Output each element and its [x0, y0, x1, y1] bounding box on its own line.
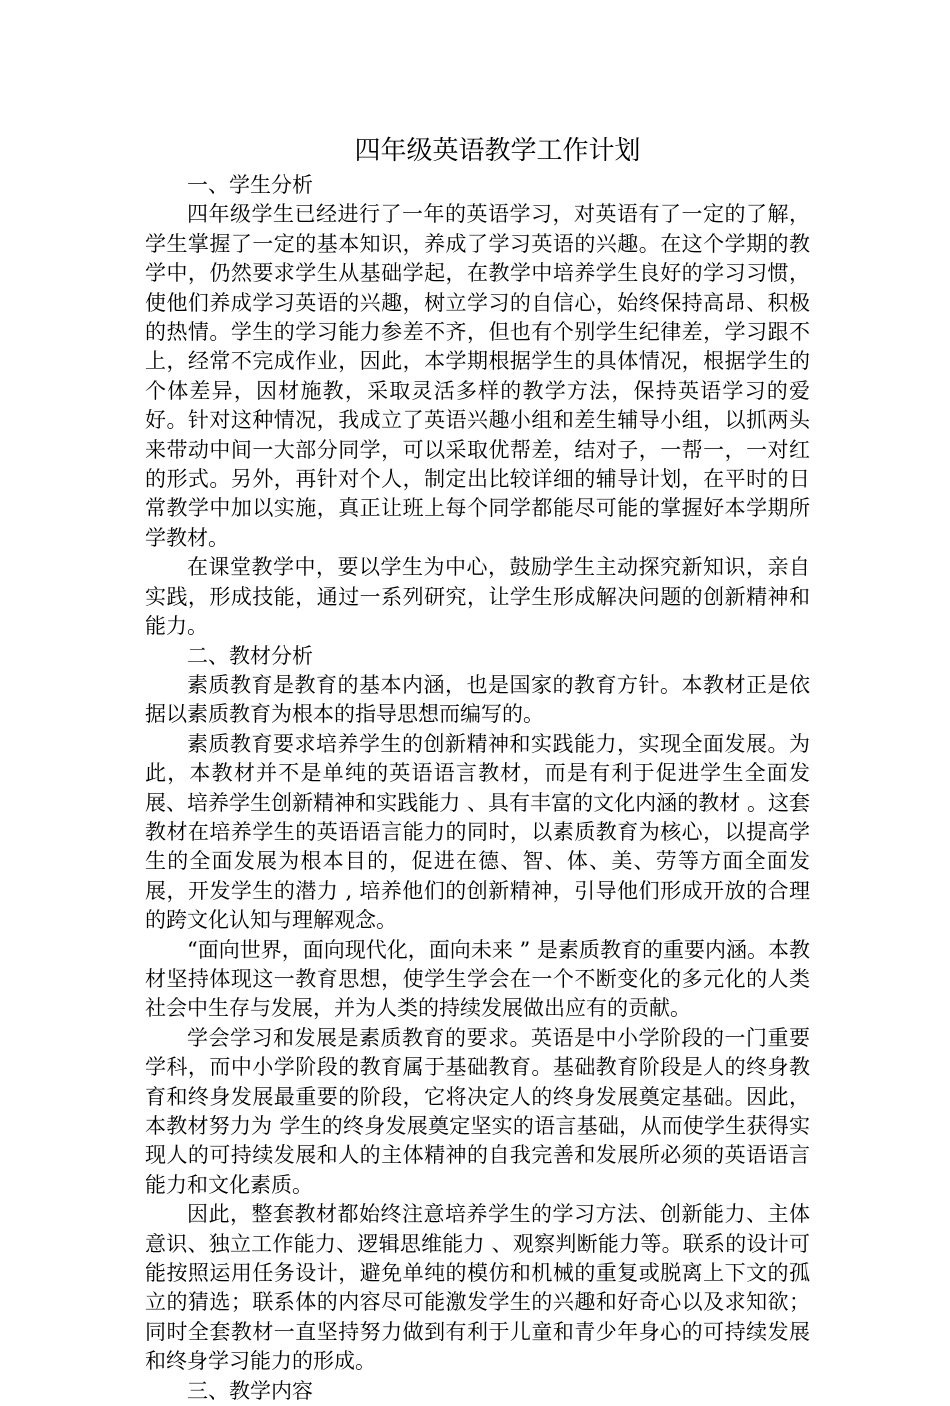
section-heading-teaching-content: 三、教学内容 — [187, 1378, 313, 1403]
document-body — [145, 131, 810, 1406]
paragraph: 学会学习和发展是素质教育的要求。英语是中小学阶段的一门重要学科，而中小学阶段的教育属于基础教育。基础教育阶段是人的终身教育和终身发展最重要的阶段，它将决定人的终身发展奠定基础。因此，本教材努力为 学生的终身发展奠定坚实的语言基础，从而使学生获得实现人的可持续发展和人的主体精神的自我完善和发展所必须的英语语言能力和文化素质。 — [145, 1025, 810, 1197]
paragraph: “面向世界，面向现代化，面向未来 ” 是素质教育的重要内涵。本教材坚持体现这一教育思想，使学生学会在一个不断变化的多元化的人类社会中生存与发展，并为人类的持续发展做出应有的贡献。 — [145, 937, 810, 1021]
paragraph: 素质教育是教育的基本内涵，也是国家的教育方针。本教材正是依据以素质教育为根本的指导思想而编写的。 — [145, 672, 810, 727]
paragraph: 素质教育要求培养学生的创新精神和实践能力，实现全面发展。为此，本教材并不是单纯的英语语言教材，而是有利于促进学生全面发展、培养学生创新精神和实践能力 、具有丰富的文化内涵的教材 。这套教材在培养学生的英语语言能力的同时，以素质教育为核心，以提高学生的全面发展为根本目的，促进在德、智、体、美、劳等方面全面发展，开发学生的潜力 , 培养他们的创新精神，引导他们形成开放的合理的跨文化认知与理解观念。 — [145, 731, 810, 933]
paragraph: 在课堂教学中，要以学生为中心，鼓励学生主动探究新知识，亲自实践，形成技能，通过一系列研究，让学生形成解决问题的创新精神和能力。 — [145, 555, 810, 639]
document-title: 四年级英语教学工作计划 — [354, 136, 641, 166]
section-heading-textbook-analysis: 二、教材分析 — [187, 643, 313, 668]
section-heading-student-analysis: 一、学生分析 — [187, 173, 313, 197]
paragraph: 因此，整套教材都始终注意培养学生的学习方法、创新能力、主体意识、独立工作能力、逻辑思维能力 、观察判断能力等。联系的设计可能按照运用任务设计，避免单纯的模仿和机械的重复或脱离上下文的孤立的猜选；联系体的内容尽可能激发学生的兴趣和好奇心以及求知欲；同时全套教材一直坚持努力做到有利于儿童和青少年身心的可持续发展和终身学习能力的形成。 — [145, 1202, 810, 1374]
paragraph: 四年级学生已经进行了一年的英语学习，对英语有了一定的了解，学生掌握了一定的基本知识，养成了学习英语的兴趣。在这个学期的教学中，仍然要求学生从基础学起，在教学中培养学生良好的学习习惯，使他们养成学习英语的兴趣，树立学习的自信心，始终保持高昂、积极的热情。学生的学习能力参差不齐，但也有个别学生纪律差，学习跟不上，经常不完成作业，因此，本学期根据学生的具体情况，根据学生的个体差异，因材施教，采取灵活多样的教学方法，保持英语学习的爱好。针对这种情况，我成立了英语兴趣小组和差生辅导小组，以抓两头来带动中间一大部分同学，可以采取优帮差，结对子，一帮一，一对红的形式。另外，再针对个人，制定出比较详细的辅导计划，在平时的日常教学中加以实施，真正让班上每个同学都能尽可能的掌握好本学期所学教材。 — [145, 202, 810, 550]
